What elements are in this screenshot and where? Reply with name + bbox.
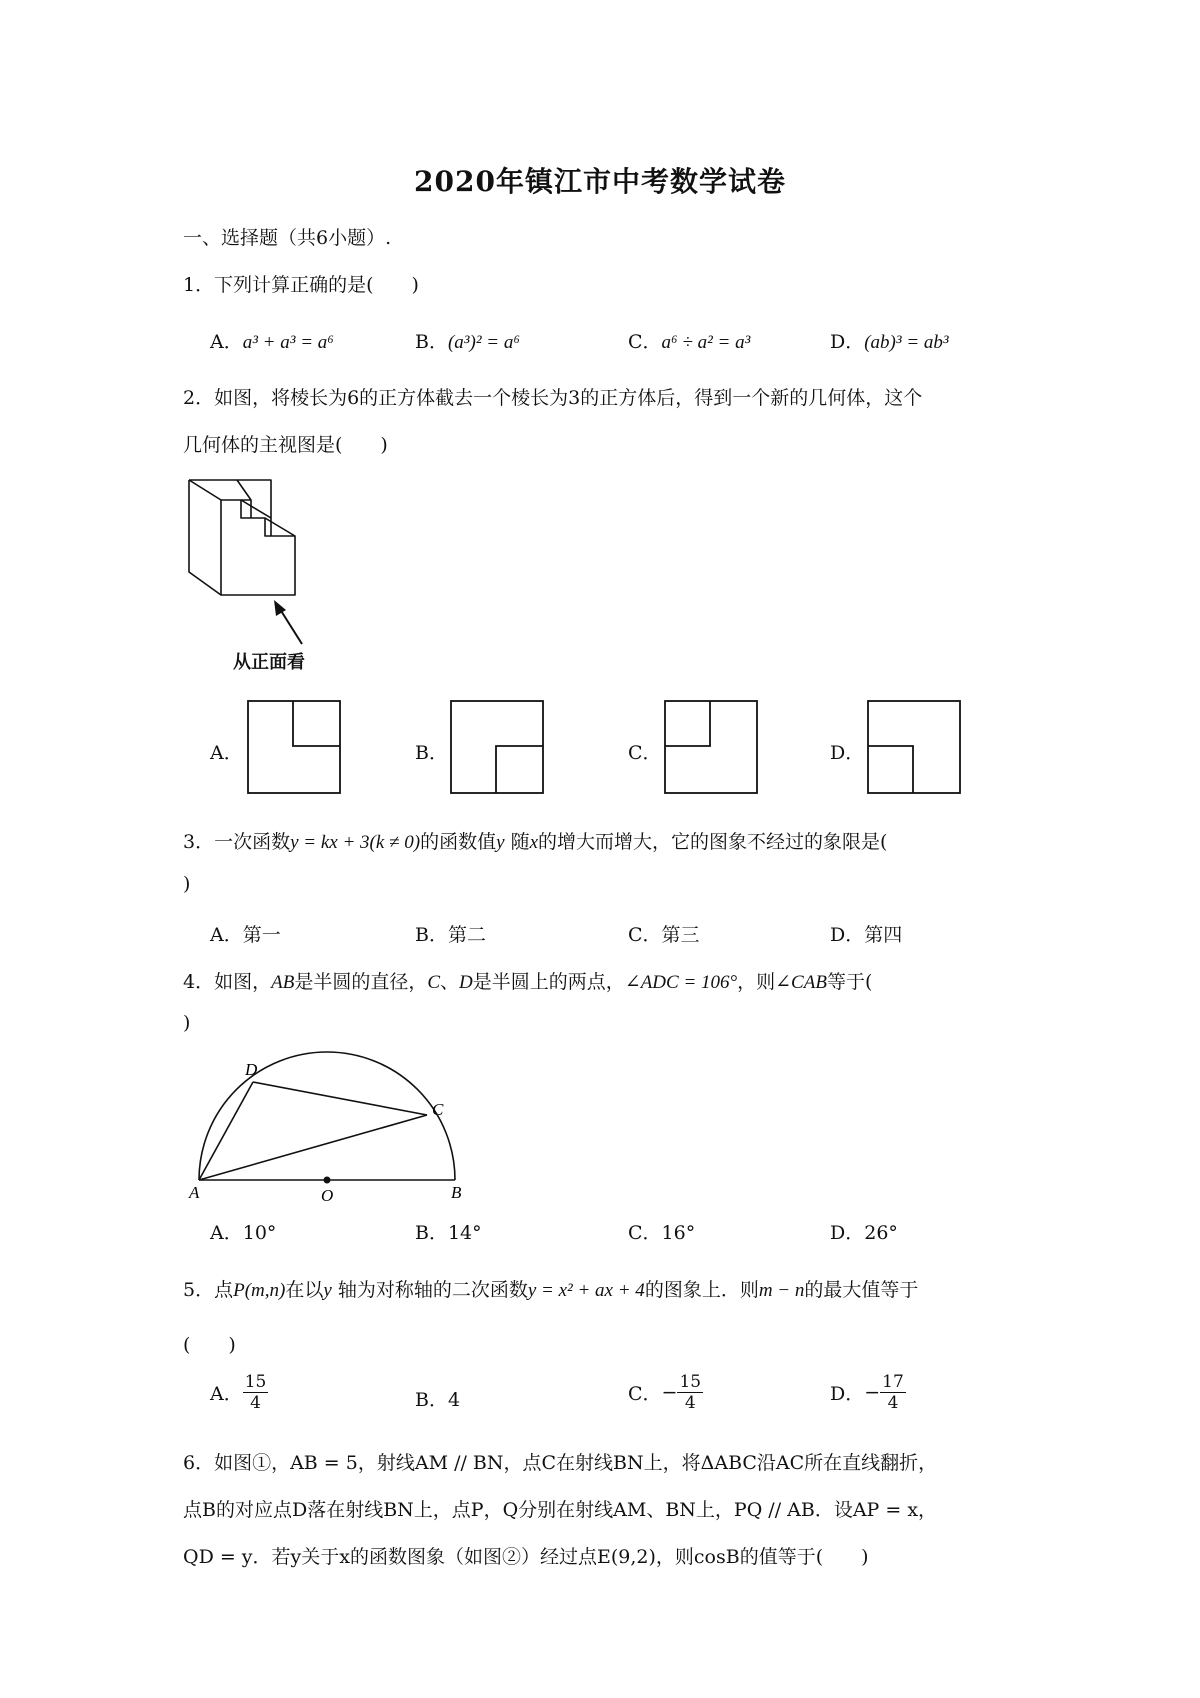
q1-stem: 1．下列计算正确的是( ) [183, 274, 419, 296]
q3-stem: 3．一次函数y = kx + 3(k ≠ 0)的函数值y 随x的增大而增大，它的图象不经过的象限是( [183, 831, 888, 853]
q5-option-c-fraction: $\frac{15}{4}$ [679, 1372, 702, 1413]
q1-option-b: B．(a³)² = a⁶ [415, 331, 520, 353]
q4-stem-line2: ) [183, 1012, 191, 1034]
q3-option-b: B．第二 [415, 924, 486, 946]
q6-line1: 6．如图①，AB = 5，射线AM // BN，点C在射线BN上，将ΔABC沿AC所在直线翻折， [183, 1452, 938, 1474]
q4-option-d: D．26° [830, 1222, 898, 1244]
q2-arrow [270, 600, 310, 650]
q4-option-b: B．14° [415, 1222, 482, 1244]
label-c: C [432, 1100, 444, 1119]
q1-option-a: A．a³ + a³ = a⁶ [210, 331, 334, 353]
q3-option-a: A．第一 [210, 924, 281, 946]
q5-stem: 5．点P(m,n)在以y 轴为对称轴的二次函数y = x² + ax + 4的图象上．则m − n的最大值等于 [183, 1279, 919, 1301]
q5-stem-line2: ( ) [183, 1334, 236, 1356]
label-d: D [245, 1060, 258, 1079]
center-point-o [324, 1177, 331, 1184]
q4-stem: 4．如图，AB是半圆的直径，C、D是半圆上的两点，∠ADC = 106°，则∠CAB等于( [183, 971, 873, 993]
section-heading: 一、选择题（共6小题）. [183, 227, 392, 249]
q5-option-b: B．4 [415, 1389, 461, 1411]
q2-line1: 2．如图，将棱长为6的正方体截去一个棱长为3的正方体后，得到一个新的几何体，这个 [183, 387, 923, 409]
q5-option-d-fraction: $\frac{17}{4}$ [882, 1372, 904, 1413]
q6-line2: 点B的对应点D落在射线BN上，点P，Q分别在射线AM、BN上，PQ // AB．设AP = x， [183, 1499, 938, 1521]
label-a: A [189, 1183, 200, 1202]
q4-option-c: C．16° [628, 1222, 696, 1244]
q2-line2: 几何体的主视图是( ) [183, 434, 388, 456]
q3-option-d: D．第四 [830, 924, 903, 946]
q4-option-a: A．10° [210, 1222, 277, 1244]
q2-option-b-figure [450, 700, 545, 795]
q5-option-c: C．− $\frac{15}{4}$ [628, 1372, 702, 1413]
q5-option-a-fraction: $\frac{15}{4}$ [244, 1372, 267, 1413]
label-b: B [451, 1183, 462, 1202]
q2-option-d-label: D． [830, 742, 865, 764]
q2-option-a-label: A． [210, 742, 243, 764]
q5-option-a: A． $\frac{15}{4}$ [210, 1372, 267, 1413]
label-o: O [321, 1186, 334, 1205]
q2-option-d-figure [867, 700, 962, 795]
q3-stem-line2: ) [183, 873, 191, 895]
q3-option-c: C．第三 [628, 924, 700, 946]
q1-option-d: D．(ab)³ = ab³ [830, 331, 949, 353]
q2-solid-figure [185, 470, 315, 600]
q4-semicircle-figure [185, 1055, 475, 1205]
q2-option-c-figure [664, 700, 759, 795]
q2-caption: 从正面看 [233, 652, 305, 673]
q2-option-a-figure [247, 700, 342, 795]
q5-option-d: D．− $\frac{17}{4}$ [830, 1372, 904, 1413]
q2-option-c-label: C． [628, 742, 662, 764]
q1-option-c: C．a⁶ ÷ a² = a³ [628, 331, 751, 353]
q2-option-b-label: B． [415, 742, 448, 764]
page-title: 2020年镇江市中考数学试卷 [414, 165, 786, 198]
q6-line3: QD = y．若y关于x的函数图象（如图②）经过点E(9,2)，则cosB的值等于( ) [183, 1546, 869, 1568]
